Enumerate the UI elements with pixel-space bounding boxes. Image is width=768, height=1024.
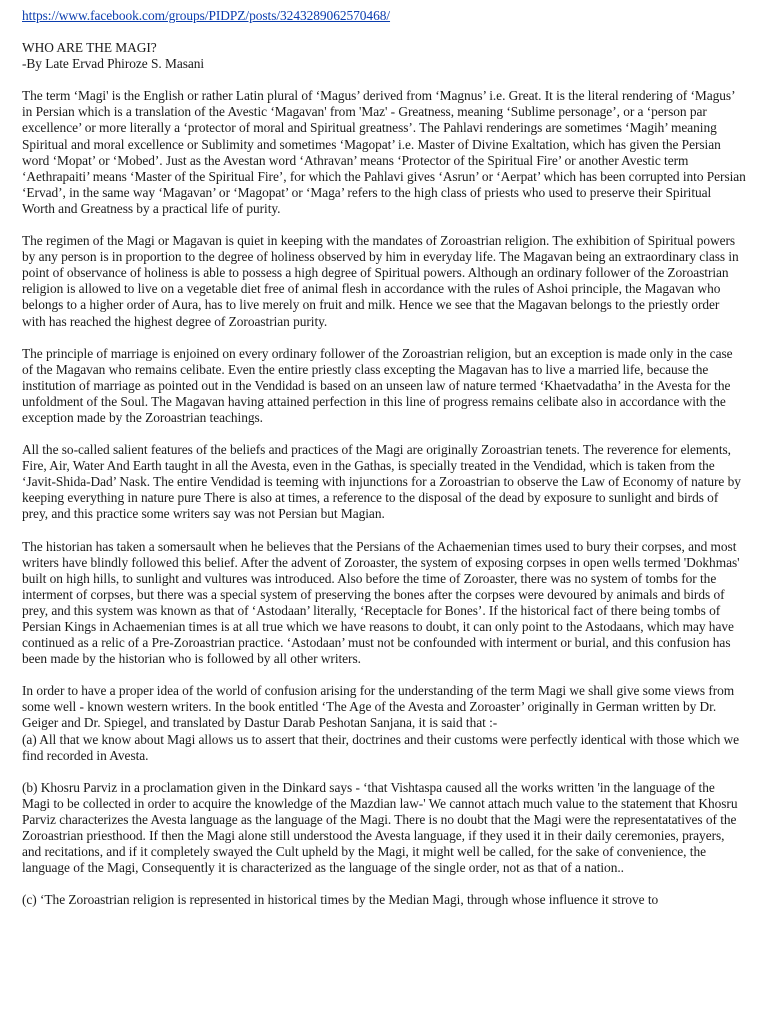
- paragraph-confusion: In order to have a proper idea of the world of confusion arising for the understanding of the term Magi we shall give some views from some well - known western writers. In the book entitled ‘The Age of the Avesta and Zoroaster’ originally in German written by Dr. Geiger and Dr. Spiegel, and translated by Dastur Darab Peshotan Sanjana, it is said that :-: [22, 683, 735, 731]
- paragraph-point-c: (c) ‘The Zoroastrian religion is represented in historical times by the Median Magi, through whose influence it strove to: [22, 892, 659, 908]
- paragraph-salient-features: All the so-called salient features of the beliefs and practices of the Magi are originally Zoroastrian tenets. The reverence for elements, Fire, Air, Water And Earth taught in all the Avesta, even in the Gathas, is specially treated in the Vendidad, which is taken from the ‘Javit-Shida-Dad’ Nask. The entire Vendidad is teeming with injunctions for a Zoroastrian to observe the Law of Economy of nature by keeping everything in nature pure There is also at times, a reference to the disposal of the dead by exposure to sunlight and birds of prey, and this practice some writers say was not Persian but Magian.: [22, 442, 741, 522]
- document-page: [22, 8, 746, 924]
- document-author: -By Late Ervad Phiroze S. Masani: [22, 56, 205, 72]
- paragraph-point-b: (b) Khosru Parviz in a proclamation given in the Dinkard says - ‘that Vishtaspa caused all the works written 'in the language of the Magi to be collected in order to acquire the knowledge of the Mazdian law-' We cannot attach much value to the statement that Khosru Parviz characterizes the Avesta language as the language of the Magi. There is no doubt that the Magi were the representatatives of the Zoroastrian priesthood. If then the Magi alone still understood the Avesta language, if they used it in their daily ceremonies, prayers, and recitations, and if it completely swayed the Cult upheld by the Magi, it might well be called, for the sake of convenience, the language of the Magi, Consequently it is characterized as the language of the single order, not as that of a nation..: [22, 779, 738, 876]
- source-link[interactable]: https://www.facebook.com/groups/PIDPZ/posts/3243289062570468/: [22, 8, 391, 23]
- paragraph-point-a: (a) All that we know about Magi allows us to assert that their, doctrines and their customs were perfectly identical with those which we find recorded in Avesta.: [22, 731, 740, 763]
- paragraph-historian: The historian has taken a somersault when he believes that the Persians of the Achaemenian times used to bury their corpses, and most writers have blindly followed this belief. After the advent of Zoroaster, the system of exposing corpses in open wells termed 'Dokhmas' built on high hills, to sunlight and vultures was introduced. Also before the time of Zoroaster, there was no system of tombs for the interment of corpses, but there was a special system of preserving the bones after the corpses were devoured by animals and birds of prey, and this system was known as that of ‘Astodaan’ literally, ‘Receptacle for Bones’. If the historical fact of there being tombs of Persian Kings in Achaemenian times is at all true which we have reasons to doubt, it can only point to the Astodaans, which may have continued as a relic of a Pre-Zoroastrian practice. ‘Astodaan’ must not be confounded with interment or burial, and this confusion has been made by the historian who is followed by all other writers.: [22, 538, 740, 667]
- paragraph-regimen: The regimen of the Magi or Magavan is quiet in keeping with the mandates of Zoroastrian religion. The exhibition of Spiritual powers by any person is in proportion to the degree of holiness observed by him in everyday life. The Magavan being an extraordinary class in point of observance of holiness is able to possess a high degree of Spiritual powers. Although an ordinary follower of the Zoroastrian religion is allowed to live on a vegetable diet free of animal flesh in accordance with the rules of Ashoi principle, the Magavan who belongs to a higher order of Aura, has to live merely on fruit and milk. Hence we see that the Magavan belongs to the priestly order with has reached the highest degree of Zoroastrian purity.: [22, 233, 739, 329]
- document-title: WHO ARE THE MAGI?: [22, 40, 157, 56]
- paragraph-marriage: The principle of marriage is enjoined on every ordinary follower of the Zoroastrian religion, but an exception is made only in the case of the Magavan who remains celibate. Even the entire priestly class excepting the Magavan has to live a married life, because the institution of marriage as pointed out in the Vendidad is based on an unseen law of nature termed ‘Khaetvadatha’ in the Avesta for the unfoldment of the Soul. The Magavan having attained perfection in this line of progress remains celibate also in accordance with the exception made by the Zoroastrian teachings.: [22, 345, 733, 425]
- paragraph-magi-definition: The term ‘Magi' is the English or rather Latin plural of ‘Magus’ derived from ‘Magnus’ i.e. Great. It is the literal rendering of ‘Magus’ in Persian which is a translation of the Avestic ‘Magavan' from 'Maz' - Greatness, meaning ‘Sublime personage’, or a ‘person par excellence’ or more literally a ‘protector of moral and Spiritual greatness’. The Pahlavi renderings are sometimes ‘Magih’ meaning Spiritual and moral excellence or Sublimity and sometimes ‘Magopat’ i.e. Master of Divine Exaltation, which has given the Persian word ‘Mopat’ or ‘Mobed’. Just as the Avestan word ‘Athravan’ means ‘Protector of the Spiritual Fire’ or another Avestic term ‘Aethrapaiti’ means ‘Master of the Spiritual Fire’, for which the Pahlavi gives ‘Asrun’ or ‘Aerpat’ which has been corrupted into Persian ‘Ervad’, in the same way ‘Magavan’ or ‘Magopat’ or ‘Maga’ refers to the high class of priests who used to preserve their Spiritual Worth and Greatness by a practical life of purity.: [22, 88, 746, 216]
